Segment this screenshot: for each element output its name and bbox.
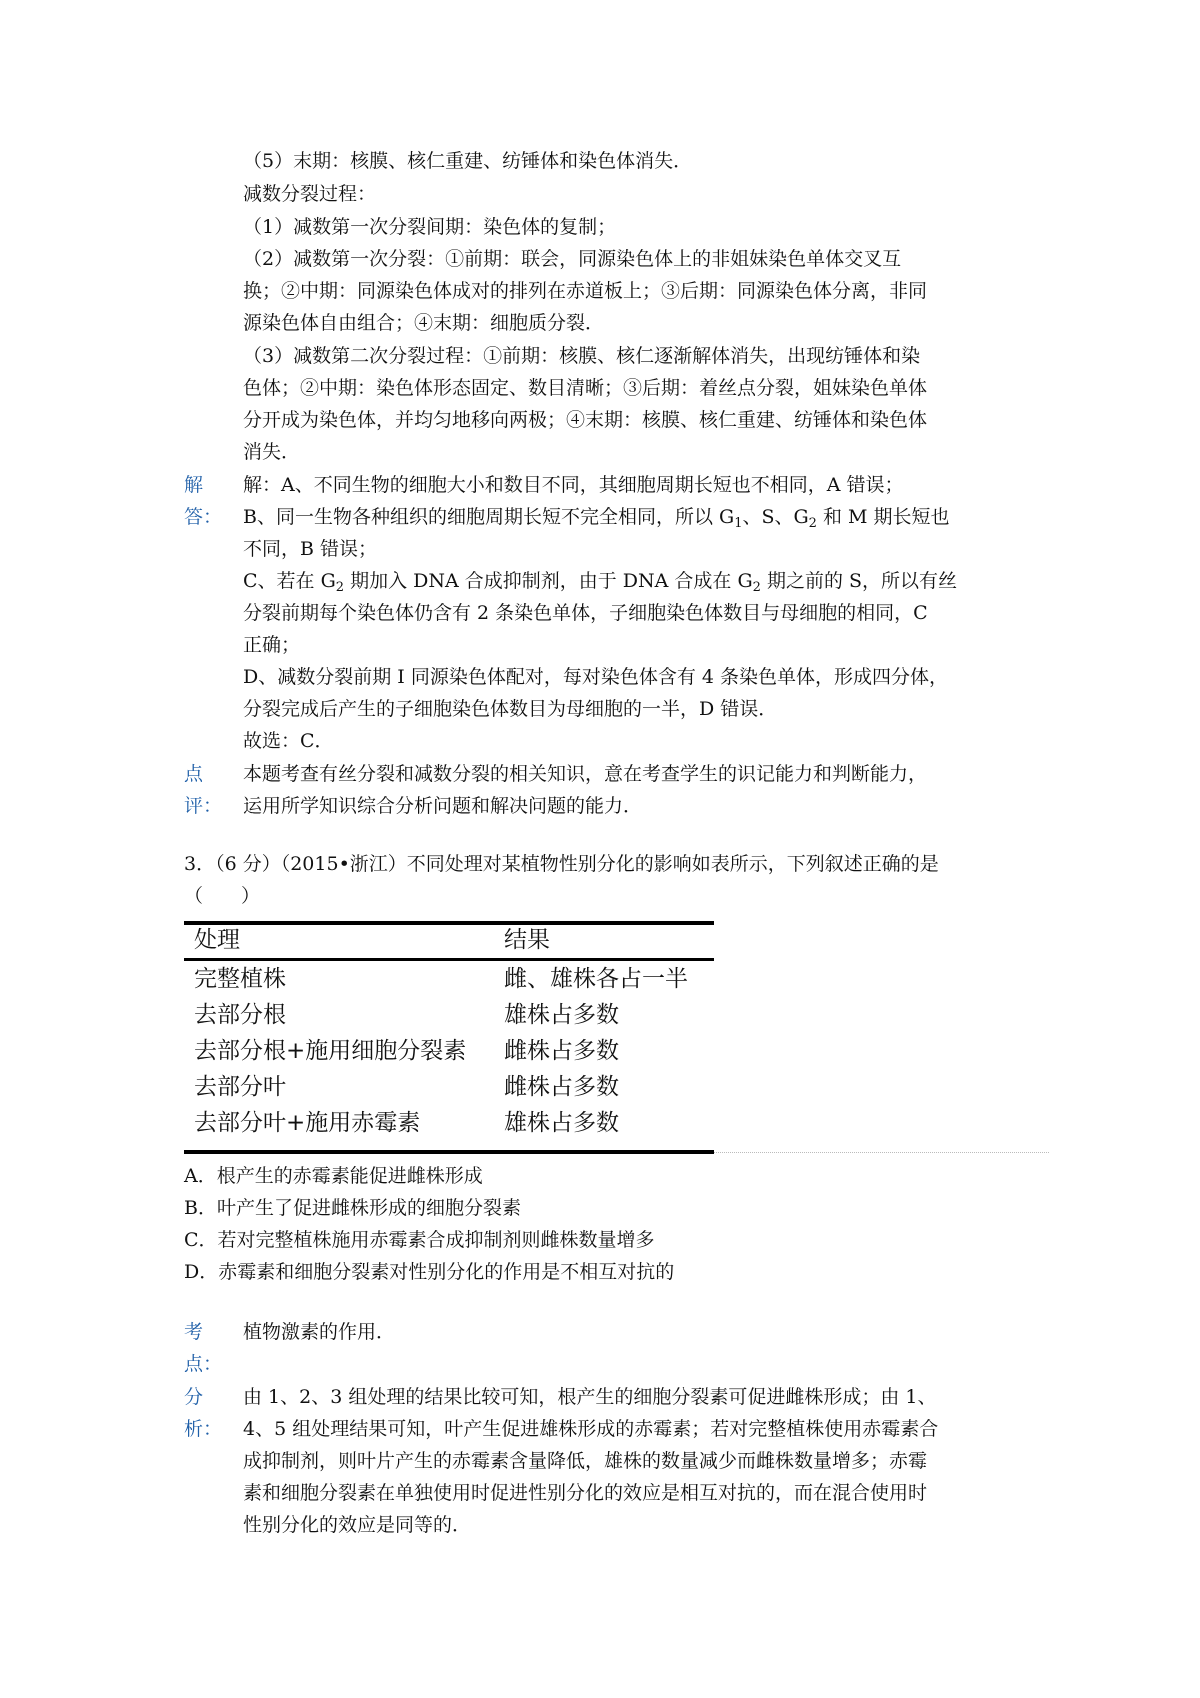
table-cell: 去部分根+施用细胞分裂素 [194, 1038, 467, 1064]
text-line: 分裂前期每个染色体仍含有 2 条染色单体，子细胞染色体数目与母细胞的相同，C [243, 602, 928, 624]
text-line: （5）末期：核膜、核仁重建、纺锤体和染色体消失． [243, 150, 693, 172]
text-line: 故选：C． [243, 730, 334, 752]
table-cell: 雄株占多数 [504, 1110, 619, 1136]
text-line: （1）减数第一次分裂间期：染色体的复制； [243, 216, 617, 238]
text-line: C、若在 $G_2$ 期加入 DNA 合成抑制剂，由于 DNA 合成在 $G_2$ 期之前的 S，所以有丝 [243, 570, 958, 595]
text-line: 色体；②中期：染色体形态固定、数目清晰；③后期：着丝点分裂，姐妹染色单体 [243, 377, 928, 399]
table-cell: 去部分根 [194, 1002, 286, 1028]
table-cell: 雌株占多数 [504, 1074, 619, 1100]
text-line: 成抑制剂，则叶片产生的赤霉素含量降低，雄株的数量减少而雌株数量增多；赤霉 [243, 1450, 928, 1472]
text-line: 消失． [243, 441, 301, 463]
table-rule-bottom [184, 1150, 714, 1154]
text-line: （2）减数第一次分裂：①前期：联会，同源染色体上的非姐妹染色单体交叉互 [243, 248, 902, 270]
section-label-fenxi: 分 [184, 1386, 204, 1408]
text-line: D、减数分裂前期 I 同源染色体配对，每对染色体含有 4 条染色单体，形成四分体， [243, 666, 948, 688]
text-line: 分开成为染色体，并均匀地移向两极；④末期：核膜、核仁重建、纺锤体和染色体 [243, 409, 928, 431]
dotted-divider [714, 1152, 1049, 1153]
section-label-dianping: 点 [184, 763, 204, 785]
text-line: 运用所学知识综合分析问题和解决问题的能力． [243, 795, 643, 817]
table-rule-top [184, 921, 714, 925]
table-cell: 雌、雄株各占一半 [504, 966, 688, 992]
text-line: 源染色体自由组合；④末期：细胞质分裂． [243, 312, 605, 334]
option-b: B．叶产生了促进雌株形成的细胞分裂素 [184, 1197, 521, 1219]
text-line: （3）减数第二次分裂过程：①前期：核膜、核仁逐渐解体消失，出现纺锤体和染 [243, 345, 921, 367]
table-cell: 去部分叶 [194, 1074, 286, 1100]
section-label-kaodian-2: 点： [184, 1353, 223, 1375]
text-line: 素和细胞分裂素在单独使用时促进性别分化的效应是相互对抗的，而在混合使用时 [243, 1482, 928, 1504]
table-header-cell: 处理 [194, 927, 240, 953]
text-line: 减数分裂过程： [243, 183, 377, 205]
text-line: B、同一生物各种组织的细胞周期长短不完全相同，所以 $G_1$、S、$G_2$ 和 M 期长短也 [243, 506, 950, 531]
question-blank: （ ） [184, 885, 261, 907]
text-line: 正确； [243, 634, 301, 656]
text-line: 性别分化的效应是同等的． [243, 1514, 472, 1536]
text-line: 由 1、2、3 组处理的结果比较可知，根产生的细胞分裂素可促进雌株形成；由 1、 [243, 1386, 937, 1408]
question-stem: 3．（6 分）（2015•浙江）不同处理对某植物性别分化的影响如表所示，下列叙述正确的是 [184, 853, 939, 875]
table-cell: 雌株占多数 [504, 1038, 619, 1064]
text-line: 本题考查有丝分裂和减数分裂的相关知识，意在考查学生的识记能力和判断能力， [243, 763, 928, 785]
section-label-kaodian: 考 [184, 1321, 204, 1343]
text-line: 解：A、不同生物的细胞大小和数目不同，其细胞周期长短也不相同，A 错误； [243, 474, 904, 496]
text-line: 换；②中期：同源染色体成对的排列在赤道板上；③后期：同源染色体分离，非同 [243, 280, 928, 302]
table-cell: 去部分叶+施用赤霉素 [194, 1110, 421, 1136]
table-rule-middle [184, 958, 714, 961]
table-header-cell: 结果 [504, 927, 550, 953]
table-cell: 雄株占多数 [504, 1002, 619, 1028]
text-line: 4、5 组处理结果可知，叶产生促进雄株形成的赤霉素；若对完整植株使用赤霉素合 [243, 1418, 939, 1440]
section-label-jieda: 解 [184, 474, 204, 496]
option-c: C．若对完整植株施用赤霉素合成抑制剂则雌株数量增多 [184, 1229, 655, 1251]
section-label-jieda-2: 答： [184, 506, 223, 528]
section-label-fenxi-2: 析： [184, 1418, 223, 1440]
text-line: 植物激素的作用． [243, 1321, 396, 1343]
section-label-dianping-2: 评： [184, 795, 223, 817]
text-line: 分裂完成后产生的子细胞染色体数目为母细胞的一半，D 错误． [243, 698, 778, 720]
table-cell: 完整植株 [194, 966, 286, 992]
option-d: D．赤霉素和细胞分裂素对性别分化的作用是不相互对抗的 [184, 1261, 675, 1283]
text-line: 不同，B 错误； [243, 538, 378, 560]
option-a: A．根产生的赤霉素能促进雌株形成 [184, 1165, 483, 1187]
